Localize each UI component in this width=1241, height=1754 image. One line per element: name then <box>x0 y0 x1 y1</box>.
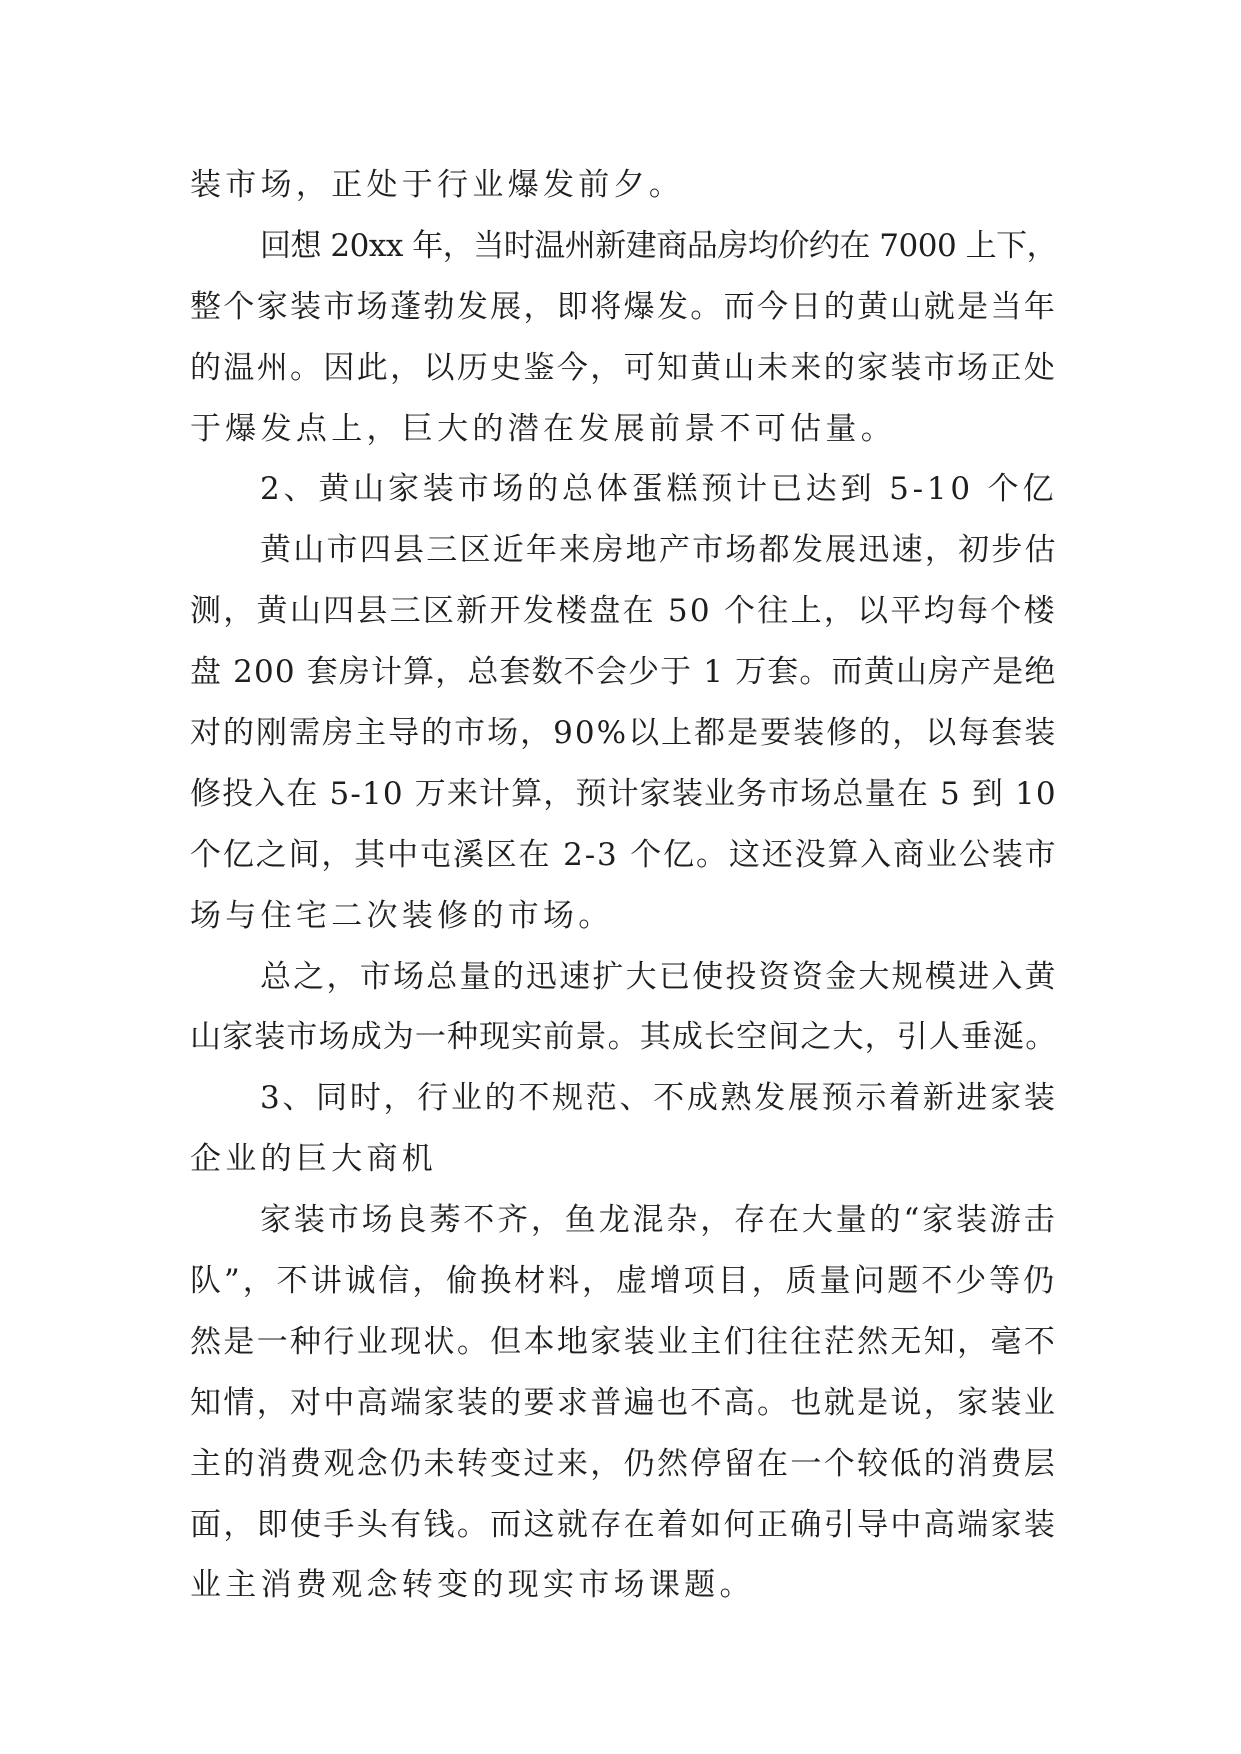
text-line: 盘 200 套房计算，总套数不会少于 1 万套。而黄山房产是绝 <box>190 654 1057 691</box>
text-line: 3、同时，行业的不规范、不成熟发展预示着新进家装 <box>260 1080 1058 1117</box>
text-line: 对的刚需房主导的市场，90%以上都是要装修的，以每套装 <box>190 715 1058 752</box>
text-line: 装市场，正处于行业爆发前夕。 <box>190 167 685 203</box>
text-line: 2、黄山家装市场的总体蛋糕预计已达到 5-10 个亿 <box>260 471 1058 508</box>
text-line: 队”，不讲诚信，偷换材料，虚增项目，质量问题不少等仍 <box>190 1263 1058 1300</box>
text-line: 家装市场良莠不齐，鱼龙混杂，存在大量的“家装游击 <box>260 1202 1058 1239</box>
text-line: 企业的巨大商机 <box>190 1141 438 1178</box>
text-line: 修投入在 5-10 万来计算，预计家装业务市场总量在 5 到 10 <box>190 775 1057 812</box>
text-line: 业主消费观念转变的现实市场课题。 <box>190 1567 755 1604</box>
body-text <box>190 155 1060 1616</box>
text-line: 场与住宅二次装修的市场。 <box>190 897 614 934</box>
text-line: 测，黄山四县三区新开发楼盘在 50 个往上，以平均每个楼 <box>190 593 1057 630</box>
text-line: 个亿之间，其中屯溪区在 2-3 个亿。这还没算入商业公装市 <box>190 836 1058 873</box>
text-line: 于爆发点上，巨大的潜在发展前景不可估量。 <box>190 410 896 447</box>
text-line: 黄山市四县三区近年来房地产市场都发展迅速，初步估 <box>260 532 1058 569</box>
text-line: 总之，市场总量的迅速扩大已使投资资金大规模进入黄 <box>260 958 1058 995</box>
text-line: 山家装市场成为一种现实前景。其成长空间之大，引人垂涎。 <box>190 1019 1058 1056</box>
text-line: 主的消费观念仍未转变过来，仍然停留在一个较低的消费层 <box>190 1445 1058 1482</box>
text-line: 的温州。因此，以历史鉴今，可知黄山未来的家装市场正处 <box>190 349 1058 386</box>
text-line: 面，即使手头有钱。而这就存在着如何正确引导中高端家装 <box>190 1506 1058 1543</box>
text-line: 整个家装市场蓬勃发展，即将爆发。而今日的黄山就是当年 <box>190 288 1058 325</box>
text-line: 回想 20xx 年，当时温州新建商品房均价约在 7000 上下， <box>260 227 1058 264</box>
text-line: 知情，对中高端家装的要求普遍也不高。也就是说，家装业 <box>190 1384 1058 1421</box>
text-line: 然是一种行业现状。但本地家装业主们往往茫然无知，毫不 <box>190 1323 1058 1360</box>
